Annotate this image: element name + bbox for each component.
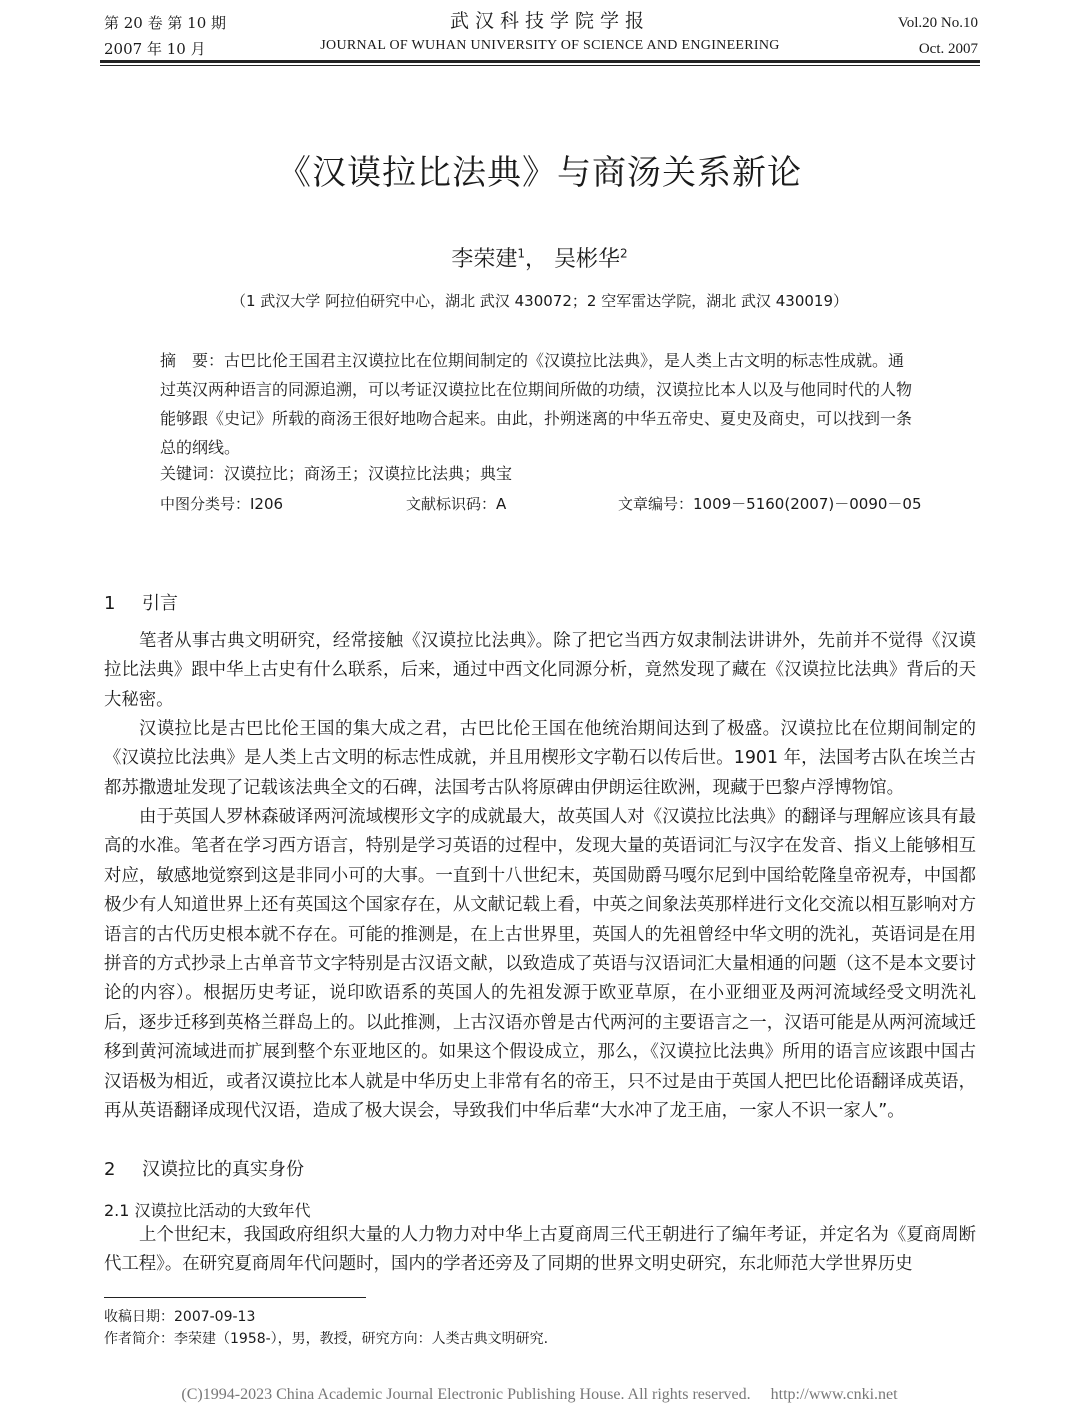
author-affil-mark: 2 (620, 246, 628, 261)
journal-title-block (260, 8, 840, 58)
author-separator: ， (524, 247, 547, 272)
paper-title: 《汉谟拉比法典》与商汤关系新论 (277, 153, 802, 193)
journal-title-cn: 武汉科技学院学报 (449, 10, 650, 32)
abstract (160, 346, 920, 462)
section-heading (104, 589, 178, 615)
subsection-heading: 2.1 汉谟拉比活动的大致年代 (104, 1201, 311, 1220)
journal-issue-cn (104, 10, 226, 62)
copyright-notice: (C)1994-2023 China Academic Journal Electronic Publishing House. All rights reserved. http://www.cnki.net (181, 1386, 898, 1403)
affiliations: （1 武汉大学 阿拉伯研究中心，湖北 武汉 430072；2 空军雷达学院，湖北 武汉 430019） (231, 292, 848, 310)
received-date: 收稿日期：2007-09-13 (104, 1309, 256, 1325)
header-rule-thick (100, 60, 980, 63)
section-title: 汉谟拉比的真实身份 (142, 1159, 304, 1180)
author-bio: 作者简介：李荣建（1958-），男，教授，研究方向：人类古典文明研究. (104, 1331, 549, 1347)
journal-title-en: JOURNAL OF WUHAN UNIVERSITY OF SCIENCE AND ENGINEERING (320, 38, 780, 53)
body-paragraph: 笔者从事古典文明研究，经常接触《汉谟拉比法典》。除了把它当西方奴隶制法讲讲外，先前并不觉得《汉谟拉比法典》跟中华上古史有什么联系，后来，通过中西文化同源分析，竟然发现了藏在《汉谟拉比法典》背后的天大秘密。 (104, 631, 976, 710)
article-number: 文章编号：1009－5160(2007)－0090－05 (618, 495, 922, 513)
abstract-label: 摘 要： (160, 351, 225, 370)
author-name: 吴彬华 (554, 247, 621, 272)
keywords (160, 460, 512, 488)
abstract-text: 古巴比伦王国君主汉谟拉比在位期间制定的《汉谟拉比法典》，是人类上古文明的标志性成就。通过英汉两种语言的同源追溯，可以考证汉谟拉比在位期间所做的功绩，汉谟拉比本人以及与他同时代的人物能够跟《史记》所载的商汤王很好地吻合起来。由此，扑朔迷离的中华五帝史、夏史及商史，可以找到一条总的纲线。 (160, 351, 913, 457)
footnote-rule (104, 1297, 366, 1298)
keywords-text: 汉谟拉比；商汤王；汉谟拉比法典；典宝 (224, 464, 513, 483)
journal-issue-en (898, 10, 978, 62)
date-cn: 2007 年 10 月 (104, 40, 206, 58)
issue-en: Vol.20 No.10 (897, 15, 978, 31)
clc-number: 中图分类号：I206 (160, 495, 284, 513)
section-title: 引言 (142, 593, 178, 614)
author-affil-mark: 1 (517, 246, 525, 261)
authors (0, 242, 1079, 273)
keywords-label: 关键词： (160, 464, 225, 483)
body-paragraph: 汉谟拉比是古巴比伦王国的集大成之君，古巴比伦王国在他统治期间达到了极盛。汉谟拉比在位期间制定的《汉谟拉比法典》是人类上古文明的标志性成就，并且用楔形文字勒石以传后世。1901 年，法国考古队在埃兰古都苏撒遗址发现了记载该法典全文的石碑，法国考古队将原碑由伊朗运往欧洲，现藏于巴黎卢浮博物馆。 (104, 719, 976, 798)
section-number: 2 (104, 1159, 116, 1180)
date-en: Oct. 2007 (918, 41, 978, 57)
issue-cn: 第 20 卷 第 10 期 (104, 14, 227, 32)
document-code: 文献标识码：A (406, 495, 507, 513)
header-rule-thin (100, 65, 980, 66)
body-paragraph: 上个世纪末，我国政府组织大量的人力物力对中华上古夏商周三代王朝进行了编年考证，并定名为《夏商周断代工程》。在研究夏商周年代问题时，国内的学者还旁及了同期的世界文明史研究，东北师范大学世界历史 (104, 1225, 976, 1275)
author-name: 李荣建 (451, 247, 518, 272)
section-number: 1 (104, 593, 116, 614)
section-heading (104, 1155, 304, 1181)
body-paragraph: 由于英国人罗林森破译两河流域楔形文字的成就最大，故英国人对《汉谟拉比法典》的翻译与理解应该具有最高的水准。笔者在学习西方语言，特别是学习英语的过程中，发现大量的英语词汇与汉字在发音、指义上能够相互对应，敏感地觉察到这是非同小可的大事。一直到十八世纪末，英国勋爵马嘎尔尼到中国给乾隆皇帝祝寿，中国都极少有人知道世界上还有英国这个国家存在，从文献记载上看，中英之间象法英那样进行文化交流以相互影响对方语言的古代历史根本就不存在。可能的推测是，在上古世界里，英国人的先祖曾经中华文明的洗礼，英语词是在用拼音的方式抄录上古单音节文字特别是古汉语文献，以致造成了英语与汉语词汇大量相通的问题（这不是本文要讨论的内容）。根据历史考证，说印欧语系的英国人的先祖发源于欧亚草原，在小亚细亚及两河流域经受文明洗礼后，逐步迁移到英格兰群岛上的。以此推测，上古汉语亦曾是古代两河的主要语言之一，汉语可能是从两河流域迁移到黄河流域进而扩展到整个东亚地区的。如果这个假设成立，那么，《汉谟拉比法典》所用的语言应该跟中国古汉语极为相近，或者汉谟拉比本人就是中华历史上非常有名的帝王，只不过是由于英国人把巴比伦语翻译成英语，再从英语翻译成现代汉语，造成了极大误会，导致我们中华后辈“大水冲了龙王庙，一家人不识一家人”。 (104, 807, 976, 1122)
